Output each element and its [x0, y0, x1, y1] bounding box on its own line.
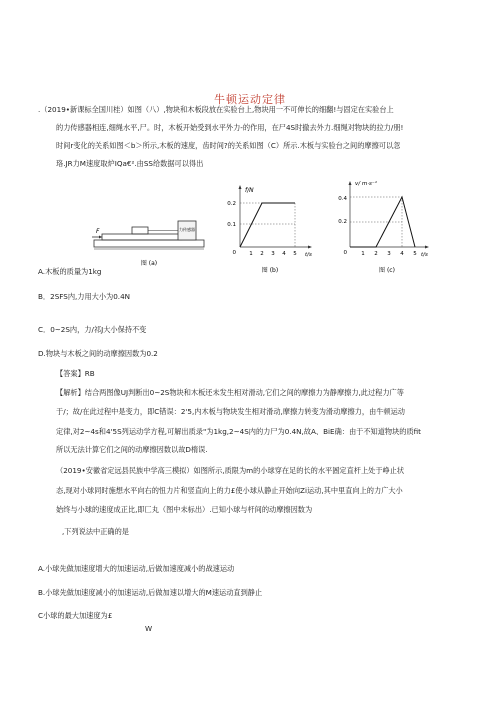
- x-tick: 3: [387, 251, 391, 257]
- block: [132, 227, 148, 234]
- x-tick: 2: [260, 251, 264, 257]
- figure-a-caption: 图 (a): [140, 260, 158, 267]
- q2-line-2: 态,现对小球同时施想水平向右的忸力片和竖直向上的力£使小球从静止开始向Zi运动,其中里直向上的力广大小: [56, 486, 403, 495]
- answer: 【答案】RB: [56, 369, 95, 378]
- force-sensor-label: 力传感器: [179, 227, 195, 232]
- x-tick: 5: [293, 251, 297, 257]
- option-d: D.物块与木板之间的动摩擦因数为0.2: [38, 349, 158, 358]
- figure-c-caption: 图 (c): [379, 267, 395, 274]
- x-tick: 1: [361, 251, 365, 257]
- figure-b: [225, 182, 315, 277]
- origin-tick: 0: [232, 250, 236, 256]
- q2-line-3: 始终与小球的速度成正比,即匚丸（图中未标出）.已知小球与杆间的动摩擦因数为: [56, 505, 313, 514]
- x-axis-label: t/s: [421, 252, 428, 258]
- origin-tick: 0: [343, 250, 347, 256]
- y-tick: 0.2: [227, 201, 236, 207]
- analysis-line-3: 定律,对2~4s和4'5S列运动学方程,可解出质录"为1kg,2~4S内的力尸为0.4N,故A、BiE确：由于不知道物块的质fit: [56, 427, 421, 436]
- x-axis-label: t/s: [305, 252, 312, 258]
- q1-line-4: 珞.JR力M速度取炉IQa€².由SS给数据可以得出: [56, 159, 204, 168]
- q1-line-1: .（2019•新课标全国川桂）如图（八）,物块和木板段放在实验台上,物块用一不可伸长的细翻!与固定在实验台上: [38, 105, 394, 114]
- q2-line-4: ,下列说法中正确的是: [62, 527, 129, 536]
- analysis-line-2: 于/；故/在此过程中是变力，即C错误：2'5,内木板与物块发生相对滑动,摩擦力转变为滑动摩擦力，由牛顿运动: [56, 407, 405, 416]
- x-tick: 4: [400, 251, 404, 257]
- page-title: 牛顿运动定律: [214, 93, 286, 106]
- y-axis-label: v/ m·s⁻¹: [355, 181, 377, 187]
- x-tick: 3: [271, 251, 275, 257]
- figure-b-caption: 图 (b): [261, 267, 279, 274]
- figure-c: [335, 175, 435, 277]
- option-b: B．2SFS内,力用大小为0.4N: [38, 292, 131, 301]
- q1-line-2: 的力传感器相连,细绳水平,尸。时，木板开始受到水平外力-的作用，在尸4S时撤去外力.细绳对物块的拉力/朋!: [56, 123, 404, 132]
- option-c: C．0~2S内，力/祁J大小保持不变: [38, 325, 147, 334]
- y-tick: 0.4: [338, 196, 347, 202]
- q1-line-3: 时间r变化的关系如图＜b＞所示,木板的速度，齿时间?的关系如图（C）所示.木板与实验台之间的摩擦可以忽: [56, 141, 401, 150]
- x-tick: 5: [413, 251, 417, 257]
- experiment-table: [94, 240, 204, 247]
- option-a: A.木板的质量为1kg: [38, 267, 102, 276]
- analysis-line-1: 【解析】结合两图像UJ判断出0~2S物块和木板还未发生相对滑动,它们之间的摩擦力为静摩擦力,此过程力广等: [56, 388, 404, 397]
- force-arrow-head: [99, 236, 102, 239]
- q2-line-1: （2019•安徽省定远县民族中学高三模拟）如图所示,质限为m的小球穿在足的长的水平圄定直杆上处于峥止状: [56, 466, 405, 475]
- w-mark: W: [145, 624, 153, 633]
- y-tick: 0.1: [227, 222, 236, 228]
- q2-option-b: B.小球先做加速度减小的加速运动,后做加速以增大的M速运动直到静止: [38, 588, 263, 597]
- figure-a: [92, 215, 207, 270]
- analysis-line-4: 所以无法计算它们之间的动摩擦因数以故D楕误.: [56, 445, 208, 454]
- y-tick: 0.2: [338, 219, 347, 225]
- wooden-board: [102, 234, 182, 240]
- x-tick: 1: [249, 251, 253, 257]
- q2-option-a: A.小球先做加速度增大的加速运动,后做加速度减小的战速运动: [38, 564, 235, 573]
- x-tick: 4: [282, 251, 286, 257]
- y-axis-label: f/N: [245, 187, 254, 194]
- force-letter: F: [96, 228, 100, 235]
- friction-curve: [240, 203, 295, 247]
- q2-option-c: C小球的最大加速度为£: [38, 611, 113, 620]
- x-tick: 2: [374, 251, 378, 257]
